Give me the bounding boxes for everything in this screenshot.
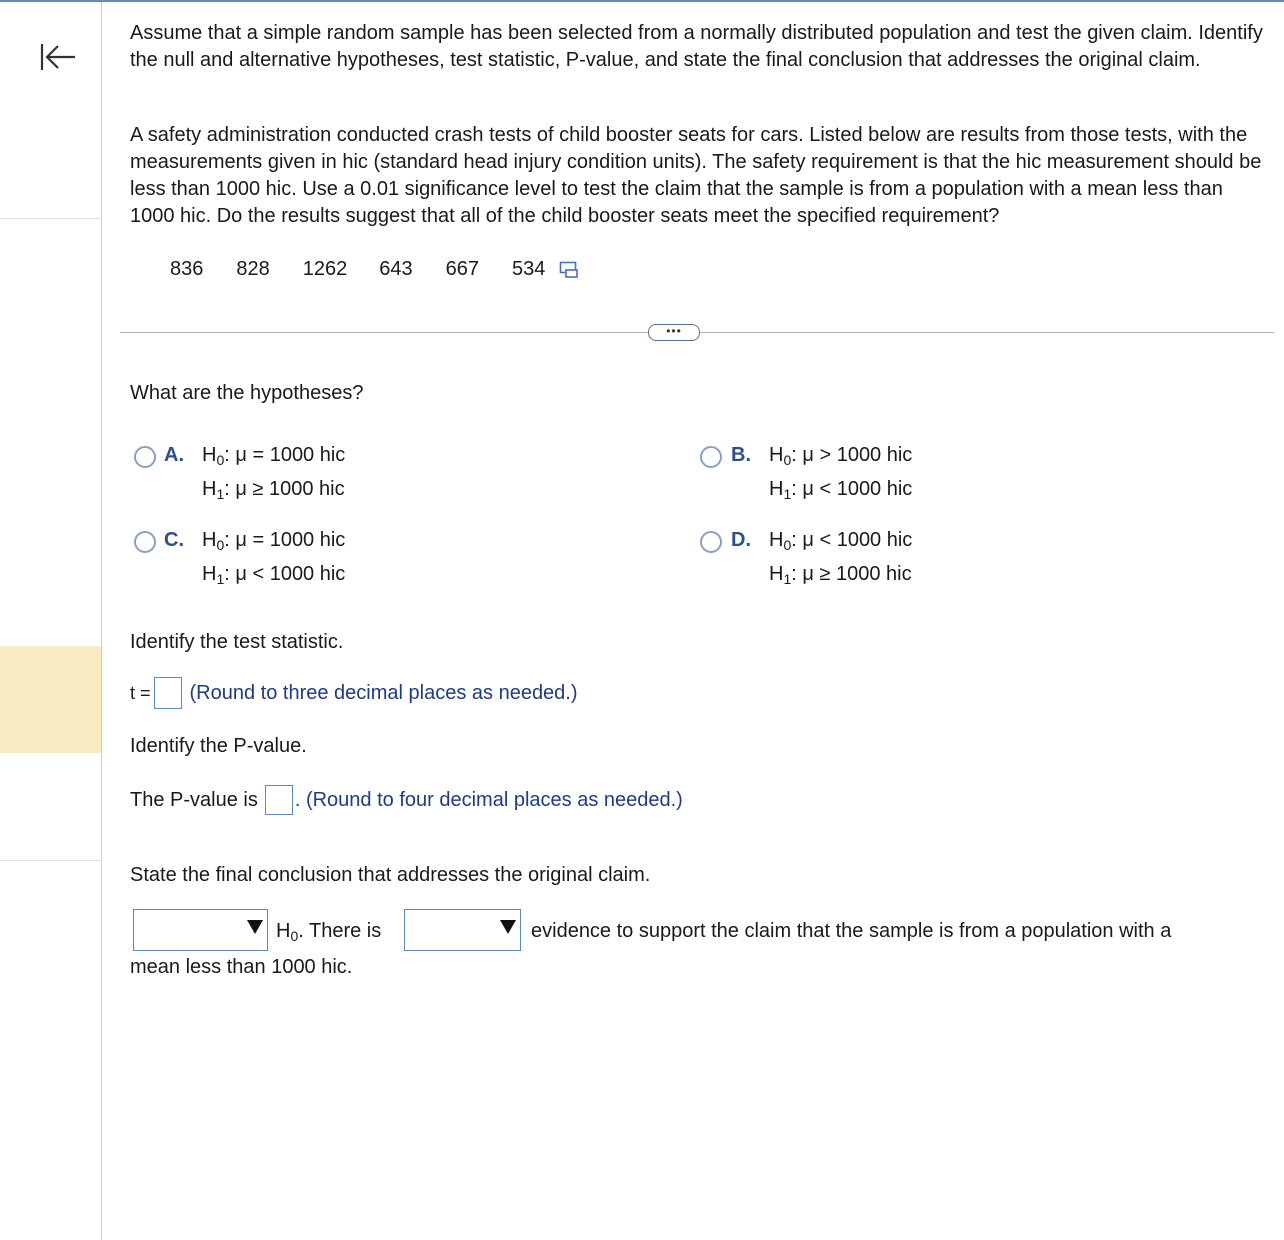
dropdown-arrow-icon (500, 920, 516, 934)
p-value-row (130, 785, 683, 815)
more-button[interactable]: ••• (648, 324, 700, 341)
data-value: 667 (445, 258, 479, 280)
radio-button[interactable] (134, 446, 156, 468)
h0-conclusion-text: $H_0$. There is (276, 920, 382, 944)
t-label: t = (130, 682, 151, 703)
h0-line: $H_0$: μ < 1000 hic (769, 529, 913, 553)
radio-button[interactable] (700, 531, 722, 553)
dropdown-arrow-icon (247, 920, 263, 934)
option-letter: B. (731, 444, 751, 466)
top-rule (0, 0, 1284, 2)
radio-button[interactable] (134, 531, 156, 553)
p-value-input[interactable] (265, 785, 293, 815)
option-letter: C. (164, 529, 184, 551)
h0-relation: μ = 1000 hic (235, 529, 346, 551)
data-values (170, 256, 579, 283)
option-b[interactable] (698, 438, 998, 508)
conclusion-question: State the final conclusion that addresses the original claim. (130, 864, 651, 886)
collapse-left-icon[interactable] (38, 40, 78, 74)
reject-decision-dropdown[interactable] (133, 909, 268, 951)
intro-text: Assume that a simple random sample has been selected from a normally distributed population and test the given claim. Identify the null and alternative hypotheses, test statistic, P-value, and state the final conclusion that addresses the original claim. (130, 22, 1263, 71)
test-statistic-question: Identify the test statistic. (130, 631, 344, 653)
data-value: 643 (379, 258, 413, 280)
h0-relation: μ = 1000 hic (235, 444, 346, 466)
data-value: 534 (512, 258, 546, 280)
option-c[interactable] (132, 523, 432, 593)
h1-relation: μ < 1000 hic (802, 478, 913, 500)
test-statistic-row (130, 677, 578, 709)
scenario-text: A safety administration conducted crash tests of child booster seats for cars. Listed below are results from those tests, with the measurements given in hic (standard head injury condition units). The safety requirement is that the hic measurement should be less than 1000 hic. Use a 0.01 significance level to test the claim that the sample is from a population with a mean less than 1000 hic. Do the results suggest that all of the child booster seats meet the specified requirement? (130, 124, 1262, 227)
p-value-label: The P-value is (130, 788, 258, 811)
hypotheses-question: What are the hypotheses? (130, 382, 364, 404)
h0-relation: μ < 1000 hic (802, 529, 913, 551)
there-is-text: . There is (298, 920, 382, 942)
p-value-hint: . (Round to four decimal places as needed.) (294, 788, 683, 811)
evidence-dropdown[interactable] (404, 909, 521, 951)
option-letter: D. (731, 529, 751, 551)
rail-divider (0, 218, 101, 219)
left-rail (0, 2, 102, 1240)
option-a[interactable] (132, 438, 432, 508)
t-hint: (Round to three decimal places as needed.) (189, 681, 578, 704)
option-letter: A. (164, 444, 184, 466)
h0-line: $H_0$: μ > 1000 hic (769, 444, 913, 468)
p-value-question: Identify the P-value. (130, 735, 307, 757)
h0-line: $H_0$: μ = 1000 hic (202, 444, 346, 468)
h1-relation: μ ≥ 1000 hic (802, 563, 912, 585)
data-value: 836 (170, 258, 204, 280)
h1-relation: μ ≥ 1000 hic (235, 478, 345, 500)
conclusion-line2: mean less than 1000 hic. (130, 956, 353, 978)
copy-data-icon[interactable] (559, 261, 579, 279)
h1-line: $H_1$: μ < 1000 hic (202, 563, 346, 587)
h1-line: $H_1$: μ ≥ 1000 hic (202, 478, 345, 502)
radio-button[interactable] (700, 446, 722, 468)
conclusion-tail-text: evidence to support the claim that the sample is from a population with a (531, 920, 1172, 942)
h1-line: $H_1$: μ < 1000 hic (769, 478, 913, 502)
h0-relation: μ > 1000 hic (802, 444, 913, 466)
data-value: 1262 (302, 258, 348, 280)
rail-highlight (0, 646, 101, 753)
t-statistic-input[interactable] (154, 677, 182, 709)
data-value: 828 (236, 258, 270, 280)
h0-line: $H_0$: μ = 1000 hic (202, 529, 346, 553)
rail-divider (0, 860, 101, 861)
h1-relation: μ < 1000 hic (235, 563, 346, 585)
h1-line: $H_1$: μ ≥ 1000 hic (769, 563, 912, 587)
option-d[interactable] (698, 523, 998, 593)
